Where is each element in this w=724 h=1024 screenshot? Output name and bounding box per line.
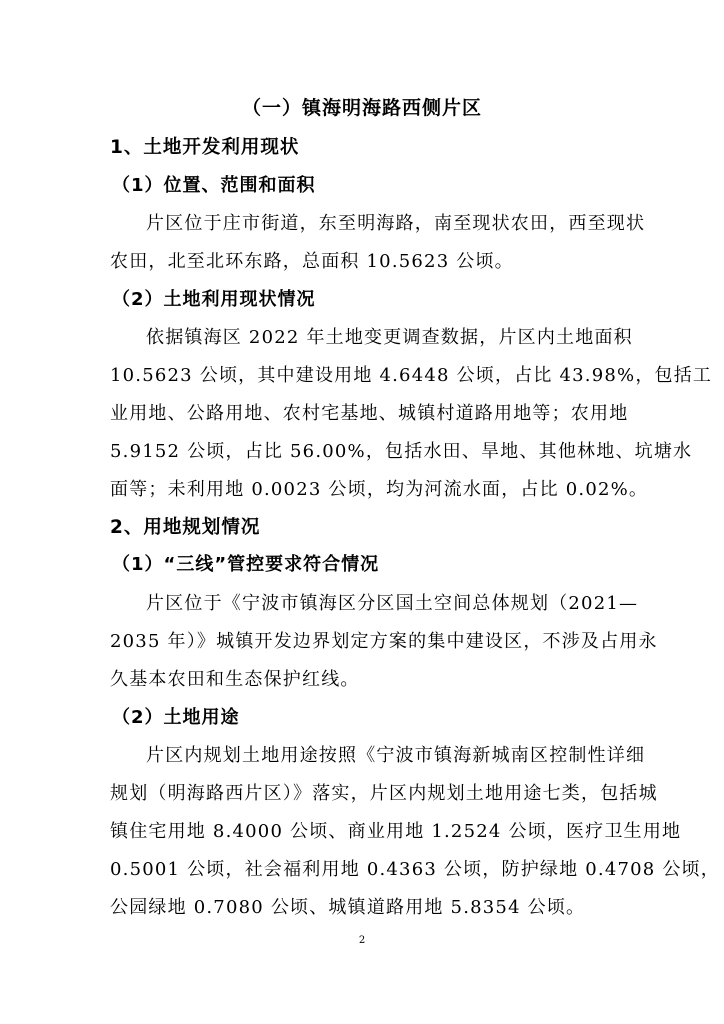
subheading-three-lines: （1）“三线”管控要求符合情况 — [112, 554, 380, 575]
paragraph-line: 公园绿地 0.7080 公顷、城镇道路用地 5.8354 公顷。 — [110, 897, 586, 918]
paragraph-line: 依据镇海区 2022 年土地变更调查数据，片区内土地面积 — [146, 327, 633, 348]
paragraph-line: 业用地、公路用地、农村宅基地、城镇村道路用地等；农用地 — [110, 403, 629, 424]
paragraph-line: 10.5623 公顷，其中建设用地 4.6448 公顷，占比 43.98%，包括工 — [110, 365, 713, 386]
paragraph-line: 片区位于庄市街道，东至明海路，南至现状农田，西至现状 — [146, 213, 646, 234]
paragraph-line: 片区内规划土地用途按照《宁波市镇海新城南区控制性详细 — [146, 745, 646, 766]
paragraph-line: 5.9152 公顷，占比 56.00%，包括水田、旱地、其他林地、坑塘水 — [110, 441, 693, 462]
heading-planning: 2、用地规划情况 — [110, 517, 261, 538]
heading-land-status: 1、土地开发利用现状 — [110, 137, 300, 158]
subheading-land-use: （2）土地用途 — [112, 707, 240, 728]
paragraph-line: 镇住宅用地 8.4000 公顷、商业用地 1.2524 公顷，医疗卫生用地 — [110, 821, 682, 842]
paragraph-line: 农田，北至北环东路，总面积 10.5623 公顷。 — [110, 251, 514, 272]
subheading-use-status: （2）土地利用现状情况 — [112, 289, 316, 310]
paragraph-line: 0.5001 公顷，社会福利用地 0.4363 公顷，防护绿地 0.4708 公顷， — [110, 859, 720, 880]
paragraph-line: 2035 年）》城镇开发边界划定方案的集中建设区，不涉及占用永 — [110, 631, 658, 652]
paragraph-line: 规划（明海路西片区）》落实，片区内规划土地用途七类，包括城 — [110, 783, 658, 804]
subheading-location: （1）位置、范围和面积 — [112, 175, 316, 196]
section-title: （一）镇海明海路西侧片区 — [241, 97, 482, 119]
paragraph-line: 片区位于《宁波市镇海区分区国土空间总体规划（2021— — [146, 593, 639, 614]
page-number: 2 — [358, 935, 366, 946]
paragraph-line: 久基本农田和生态保护红线。 — [110, 669, 360, 690]
paragraph-line: 面等；未利用地 0.0023 公顷，均为河流水面，占比 0.02%。 — [110, 479, 649, 500]
